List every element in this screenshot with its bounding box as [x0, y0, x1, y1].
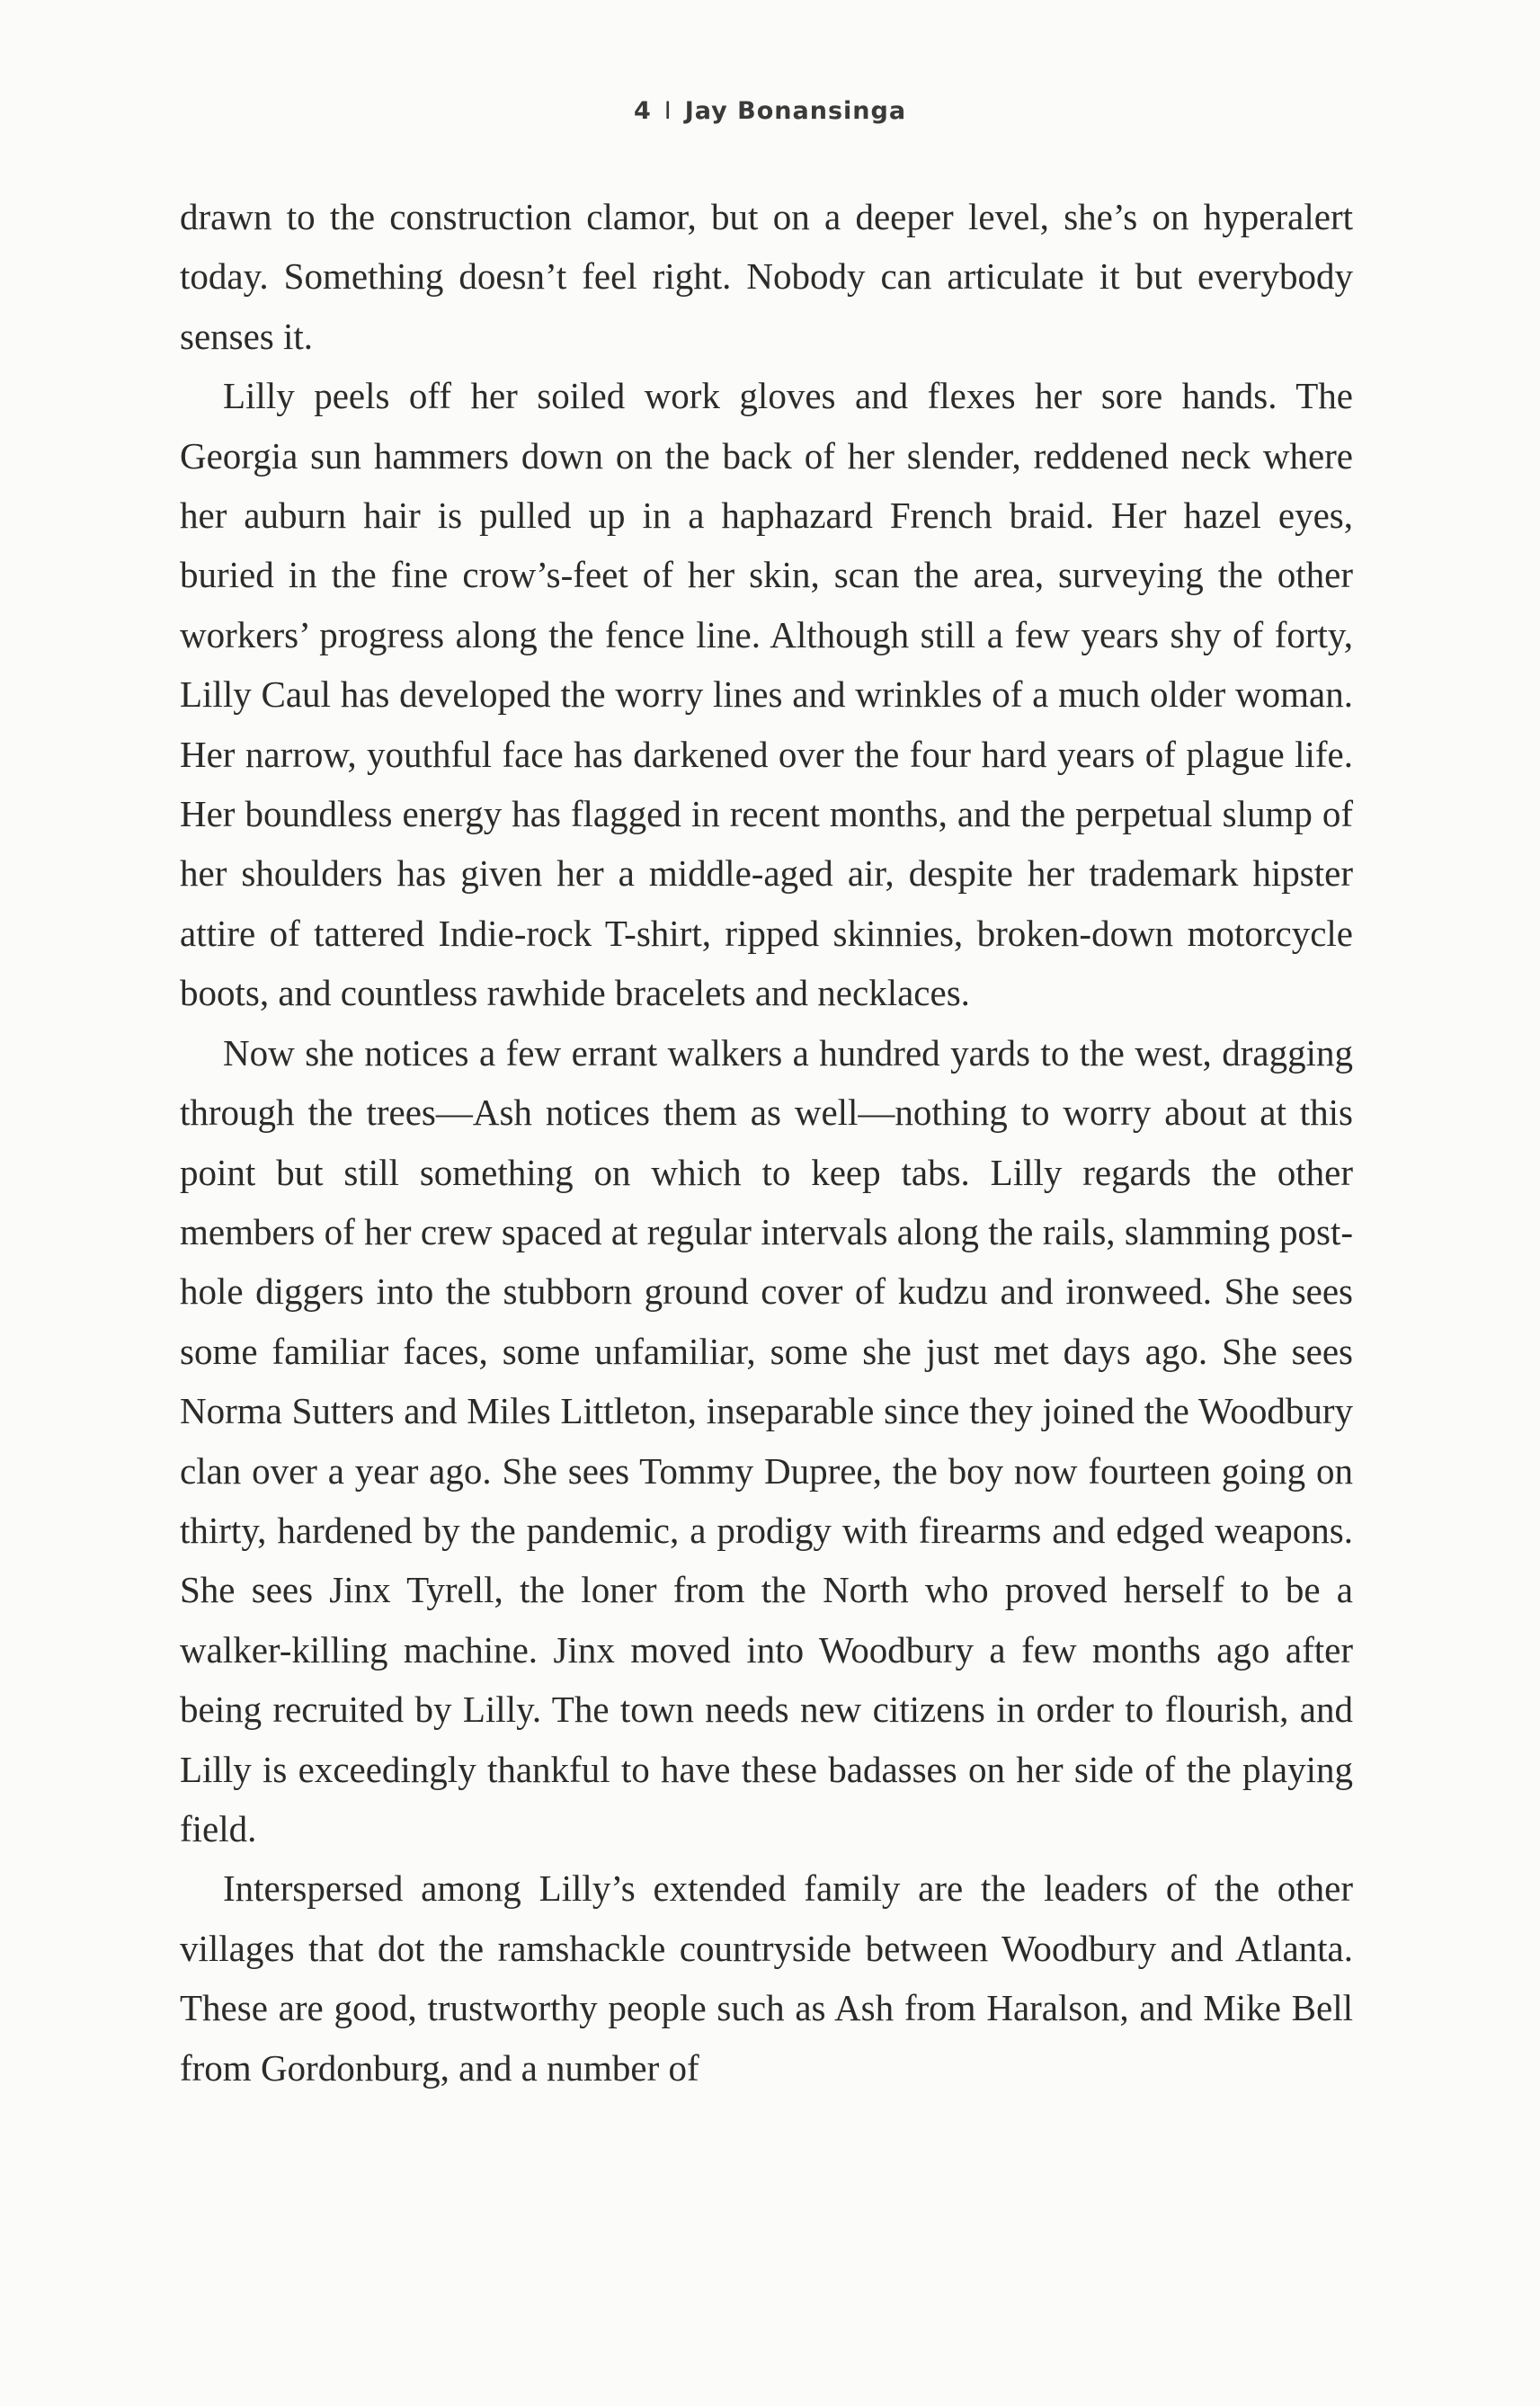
paragraph-2: Lilly peels off her soiled work gloves and flexes her sore hands. The Georgia sun hammers down on the back of her slender, reddened neck where her auburn hair is pulled up in a haphazard French braid. Her hazel eyes, buried in the fine crow’s-feet of her skin, scan the area, surveying the other workers’ progress along the fence line. Although still a few years shy of forty, Lilly Caul has developed the worry lines and wrinkles of a much older woman. Her narrow, youthful face has darkened over the four hard years of plague life. Her boundless energy has flagged in recent months, and the perpetual slump of her shoulders has given her a middle-aged air, despite her trademark hipster attire of tattered Indie-rock T-shirt, ripped skinnies, broken-down motorcycle boots, and countless rawhide bracelets and necklaces. [180, 375, 1353, 1014]
author-name: Jay Bonansinga [684, 97, 907, 125]
running-head [0, 97, 1540, 125]
paragraph-3: Now she notices a few errant walkers a hundred yards to the west, dragging through the trees—Ash notices them as well—nothing to worry about at this point but still something on which to keep tabs. Lilly regards the other members of her crew spaced at regular intervals along the rails, slamming post-hole diggers into the stubborn ground cover of kudzu and ironweed. She sees some familiar faces, some unfamiliar, some she just met days ago. She sees Norma Sutters and Miles Littleton, inseparable since they joined the Woodbury clan over a year ago. She sees Tommy Dupree, the boy now fourteen going on thirty, hardened by the pandemic, a prodigy with firearms and edged weapons. She sees Jinx Tyrell, the loner from the North who proved herself to be a walker-killing machine. Jinx moved into Woodbury a few months ago after being recruited by Lilly. The town needs new citizens in order to flourish, and Lilly is exceedingly thankful to have these badasses on her side of the playing field. [180, 1031, 1353, 1849]
paragraph-1: drawn to the construction clamor, but on a deeper level, she’s on hyperalert today. Something doesn’t feel right. Nobody can articulate it but everybody senses it. [180, 196, 1353, 357]
page-number: 4 [633, 97, 652, 125]
body-text [180, 187, 1353, 2098]
paragraph-4: Interspersed among Lilly’s extended family are the leaders of the other villages that dot the ramshackle countryside between Woodbury and Atlanta. These are good, trustworthy people such as Ash from Haralson, and Mike Bell from Gordonburg, and a number of [180, 1867, 1353, 2089]
header-separator: I [663, 97, 672, 125]
